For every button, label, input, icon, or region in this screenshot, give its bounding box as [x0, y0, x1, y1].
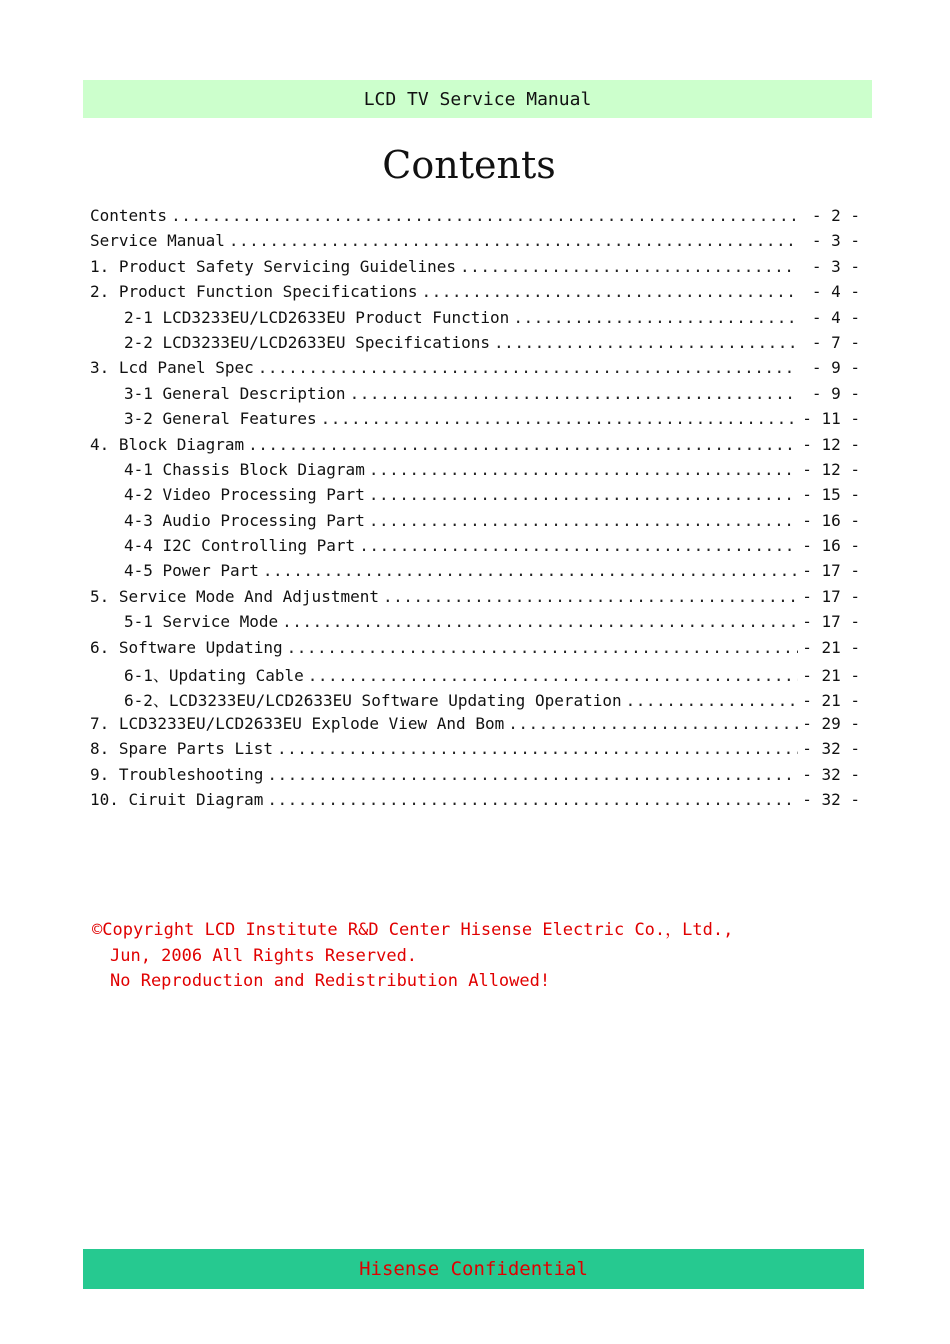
toc-entry[interactable] — [90, 435, 860, 460]
toc-dot-leader — [282, 612, 798, 631]
toc-dot-leader — [321, 409, 798, 428]
toc-entry-page: - 12 - — [802, 459, 860, 479]
toc-entry-page: - 15 - — [802, 485, 860, 505]
header-title: LCD TV Service Manual — [363, 88, 592, 110]
toc-entry[interactable] — [90, 587, 860, 612]
toc-entry[interactable] — [90, 765, 860, 790]
toc-entry-page: - 9 - — [811, 358, 860, 378]
toc-entry[interactable] — [90, 231, 860, 256]
toc-dot-leader — [267, 765, 798, 784]
toc-dot-leader — [248, 435, 798, 454]
toc-entry[interactable] — [90, 358, 860, 383]
toc-entry-label: Service Manual — [90, 231, 225, 251]
toc-entry-page: - 17 - — [802, 561, 860, 581]
copyright-line-2: Jun, 2006 All Rights Reserved. — [110, 945, 418, 966]
toc-dot-leader — [277, 739, 798, 758]
toc-entry[interactable] — [90, 511, 860, 536]
toc-entry-page: - 9 - — [811, 383, 860, 403]
toc-entry-label: 5. Service Mode And Adjustment — [90, 586, 379, 606]
toc-entry[interactable] — [90, 714, 860, 739]
toc-entry[interactable] — [90, 460, 860, 485]
toc-entry[interactable] — [90, 409, 860, 434]
toc-entry-page: - 32 - — [802, 764, 860, 784]
toc-entry-label: 3-1 General Description — [124, 383, 346, 403]
toc-dot-leader — [369, 485, 798, 504]
toc-entry-label: 4-3 Audio Processing Part — [124, 510, 365, 530]
toc-entry[interactable] — [90, 739, 860, 764]
toc-dot-leader — [369, 460, 798, 479]
toc-entry-label: 2. Product Function Specifications — [90, 282, 418, 302]
toc-entry-label: 4-5 Power Part — [124, 561, 259, 581]
toc-entry-label: 4-4 I2C Controlling Part — [124, 536, 356, 556]
toc-entry[interactable] — [90, 663, 860, 688]
toc-dot-leader — [258, 358, 798, 377]
toc-entry[interactable] — [90, 561, 860, 586]
toc-dot-leader — [383, 587, 798, 606]
toc-entry-label: Contents — [90, 206, 168, 225]
toc-entry-page: - 21 - — [802, 637, 860, 657]
toc-entry[interactable] — [90, 688, 860, 713]
toc-entry-page: - 21 - — [802, 666, 860, 686]
header-banner — [83, 80, 872, 118]
toc-entry-label: 10. Ciruit Diagram — [90, 789, 264, 809]
toc-entry-label: 7. LCD3233EU/LCD2633EU Explode View And Bom — [90, 713, 505, 733]
toc-entry-label: 3-2 General Features — [124, 409, 317, 429]
toc-entry-label: 6. Software Updating — [90, 637, 283, 657]
toc-dot-leader — [369, 511, 798, 530]
toc-entry-page: - 16 - — [802, 536, 860, 556]
toc-entry-page: - 3 - — [811, 256, 860, 276]
toc-entry[interactable] — [90, 257, 860, 282]
toc-entry[interactable] — [90, 384, 860, 409]
toc-dot-leader — [422, 282, 798, 301]
toc-entry-page: - 12 - — [802, 434, 860, 454]
toc-entry-page: - 17 - — [802, 586, 860, 606]
toc-dot-leader — [229, 231, 798, 250]
toc-entry-page: - 4 - — [811, 282, 860, 302]
toc-entry-page: - 3 - — [811, 231, 860, 251]
copyright-line-1: ©Copyright LCD Institute R&D Center Hisense Electric Co.，Ltd., — [92, 920, 734, 940]
toc-entry-label: 4-1 Chassis Block Diagram — [124, 459, 365, 479]
toc-dot-leader — [267, 790, 798, 809]
toc-entry[interactable] — [90, 638, 860, 663]
toc-dot-leader — [460, 257, 798, 276]
toc-entry-label: 6-2、LCD3233EU/LCD2633EU Software Updating Operation — [124, 691, 622, 711]
toc-entry-label: 5-1 Service Mode — [124, 612, 279, 632]
toc-entry-page: - 32 - — [802, 789, 860, 809]
toc-dot-leader — [287, 638, 798, 657]
toc-entry-label: 3. Lcd Panel Spec — [90, 358, 254, 378]
toc-entry[interactable] — [90, 308, 860, 333]
toc-dot-leader — [350, 384, 798, 403]
toc-entry-page: - 7 - — [811, 332, 860, 352]
toc-entry-label: 8. Spare Parts List — [90, 739, 274, 759]
toc-entry-page: - 11 - — [802, 409, 860, 429]
toc-dot-leader — [308, 666, 798, 685]
toc-entry[interactable] — [90, 536, 860, 561]
toc-entry-label: 1. Product Safety Servicing Guidelines — [90, 256, 457, 276]
toc-entry-page: - 21 - — [802, 691, 860, 711]
toc-dot-leader — [513, 308, 798, 327]
toc-dot-leader — [171, 206, 798, 225]
toc-entry[interactable] — [90, 612, 860, 637]
toc-entry[interactable] — [90, 333, 860, 358]
table-of-contents — [90, 206, 860, 815]
copyright-line-3: No Reproduction and Redistribution Allowed! — [110, 971, 551, 991]
toc-entry-page: - 17 - — [802, 612, 860, 632]
toc-entry[interactable] — [90, 282, 860, 307]
toc-entry-label: 6-1、Updating Cable — [124, 666, 304, 686]
toc-entry-label: 2-1 LCD3233EU/LCD2633EU Product Function — [124, 307, 510, 327]
copyright-notice — [92, 918, 733, 995]
toc-entry-label: 4-2 Video Processing Part — [124, 485, 365, 505]
toc-entry[interactable] — [90, 485, 860, 510]
toc-dot-leader — [626, 691, 798, 710]
toc-entry-page: - 29 - — [802, 713, 860, 733]
toc-entry-page: - 32 - — [802, 739, 860, 759]
footer-text: Hisense Confidential — [359, 1258, 588, 1280]
toc-entry-page: - 4 - — [811, 307, 860, 327]
toc-dot-leader — [263, 561, 798, 580]
toc-entry[interactable] — [90, 206, 860, 231]
toc-dot-leader — [508, 714, 798, 733]
toc-entry-page: - 16 - — [802, 510, 860, 530]
toc-entry-label: 9. Troubleshooting — [90, 764, 264, 784]
toc-dot-leader — [359, 536, 798, 555]
page-title: Contents — [382, 143, 556, 187]
footer-banner — [83, 1249, 864, 1289]
toc-dot-leader — [494, 333, 798, 352]
toc-entry-page: - 2 - — [811, 206, 860, 225]
toc-entry-label: 4. Block Diagram — [90, 434, 245, 454]
toc-entry[interactable] — [90, 790, 860, 815]
toc-entry-label: 2-2 LCD3233EU/LCD2633EU Specifications — [124, 332, 491, 352]
